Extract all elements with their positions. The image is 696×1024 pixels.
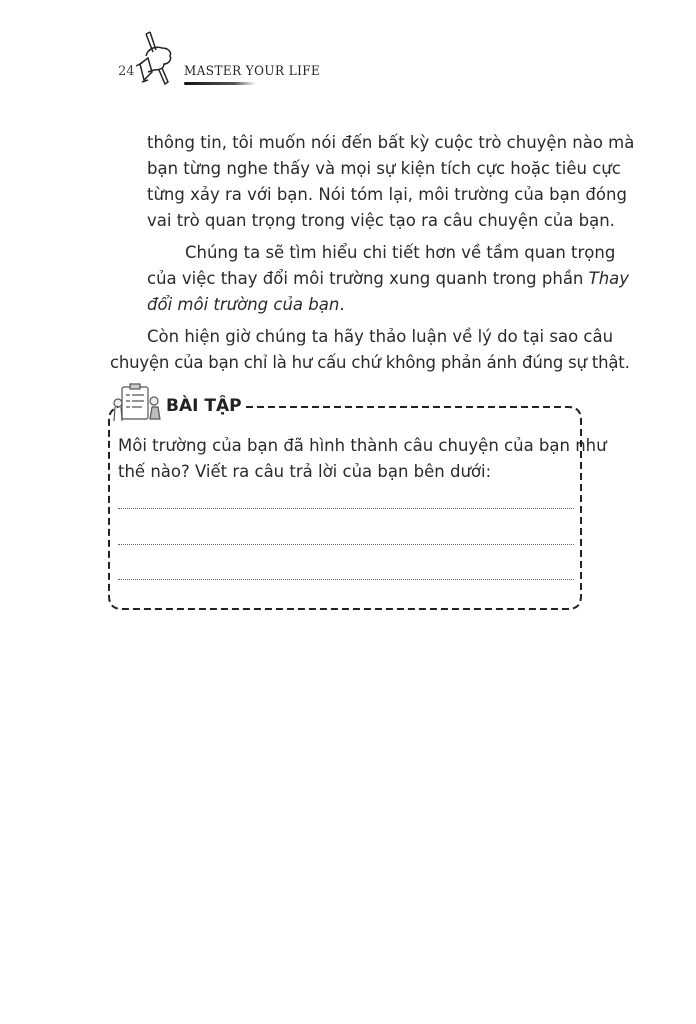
text-line: thông tin, tôi muốn nói đến bất kỳ cuộc trò chuyện nào mà xyxy=(147,133,635,152)
answer-line[interactable] xyxy=(118,544,574,545)
exercise-prompt-line: thế nào? Viết ra câu trả lời của bạn bên dưới: xyxy=(118,462,492,481)
italic-text: Thay xyxy=(588,269,630,288)
text-line: Chúng ta sẽ tìm hiểu chi tiết hơn về tầm quan trọng xyxy=(185,243,616,262)
title-underline xyxy=(184,82,256,85)
text-line xyxy=(147,295,588,315)
answer-line[interactable] xyxy=(118,508,574,509)
page-number: 24 xyxy=(118,64,135,79)
text-span: của việc thay đổi môi trường xung quanh trong phần xyxy=(147,269,589,288)
text-line: từng xảy ra với bạn. Nói tóm lại, môi trường của bạn đóng xyxy=(147,185,627,204)
running-title: MASTER YOUR LIFE xyxy=(184,64,321,79)
answer-line[interactable] xyxy=(118,579,574,580)
text-line xyxy=(147,269,630,289)
exercise-title: BÀI TẬP xyxy=(166,396,242,416)
text-line: Còn hiện giờ chúng ta hãy thảo luận về lý do tại sao câu xyxy=(147,327,614,346)
hand-pencil-icon xyxy=(132,30,176,86)
exercise-prompt-line: Môi trường của bạn đã hình thành câu chuyện của bạn như xyxy=(118,436,607,455)
text-line: bạn từng nghe thấy và mọi sự kiện tích cực hoặc tiêu cực xyxy=(147,159,621,178)
text-line: vai trò quan trọng trong việc tạo ra câu chuyện của bạn. xyxy=(147,211,615,230)
italic-text: đổi môi trường của bạn xyxy=(147,295,340,314)
page-header xyxy=(100,20,400,100)
text-span: . xyxy=(339,295,345,314)
text-line: chuyện của bạn chỉ là hư cấu chứ không phản ánh đúng sự thật. xyxy=(110,353,630,372)
